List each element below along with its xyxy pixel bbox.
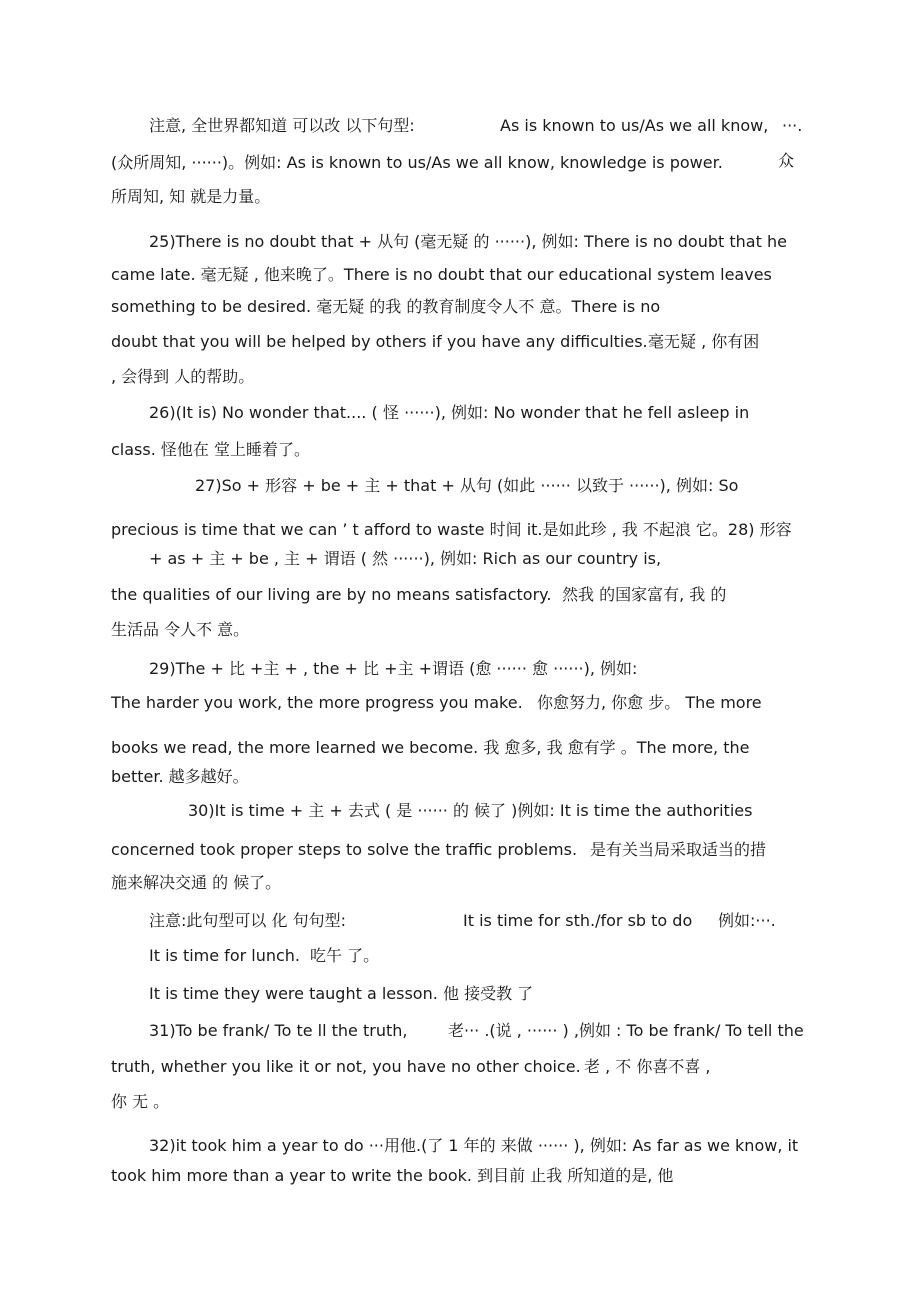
text-line: truth, whether you like it or not, you have no other choice.	[111, 1057, 581, 1076]
text-line: 是有关当局采取适当的措	[590, 840, 767, 859]
text-line: (众所周知, ······)。例如: As is known to us/As we all know, knowledge is power.	[111, 153, 723, 172]
text-line: + as + 主 + be , 主 + 谓语 ( 然 ······), 例如: Rich as our country is,	[149, 549, 662, 568]
text-line: 32)it took him a year to do ···用他.(了 1 年的 来做 ······ ), 例如: As far as we know, it	[149, 1136, 799, 1155]
text-line: class. 怪他在 堂上睡着了。	[111, 440, 310, 459]
text-line: 毫无疑 , 你有困	[648, 332, 760, 351]
text-line: better. 越多越好。	[111, 767, 249, 786]
text-line: 例如:···.	[718, 911, 776, 930]
text-line: books we read, the more learned we become. 我 愈多, 我 愈有学 。The more, the	[111, 738, 750, 757]
text-line: It is time for sth./for sb to do	[463, 911, 693, 930]
text-line: 你愈努力, 你愈 步。 The more	[537, 693, 762, 712]
text-line: It is time for lunch.	[149, 946, 301, 965]
text-line: 30)It is time + 主 + 去式 ( 是 ······ 的 候了 )例如: It is time the authorities	[188, 801, 753, 820]
text-line: 施来解决交通 的 候了。	[111, 873, 282, 892]
text-line: 怪 ······), 例如: No wonder that he fell asleep in	[383, 403, 750, 422]
text-line: ···.	[782, 116, 803, 135]
text-line: took him more than a year to write the book. 到目前 止我 所知道的是, 他	[111, 1166, 674, 1185]
text-line: 老··· .(说 , ······ ) ,例如 : To be frank/ To tell the	[448, 1021, 804, 1040]
text-line: 25)There is no doubt that + 从句 (毫无疑 的 ······), 例如: There is no doubt that he	[149, 232, 787, 251]
text-line: 注意:此句型可以 化 句句型:	[149, 911, 346, 930]
text-line: 26)(It is) No wonder that.... (	[149, 403, 378, 422]
text-line: 27)So + 形容 + be + 主 + that + 从句 (如此 ······ 以致于 ······), 例如: So	[195, 476, 739, 495]
text-line: concerned took proper steps to solve the traffic problems.	[111, 840, 578, 859]
text-line: 老 , 不 你喜不喜 ,	[584, 1057, 711, 1076]
text-line: doubt that you will be helped by others if you have any difficulties.	[111, 332, 648, 351]
text-line: 注意, 全世界都知道 可以改 以下句型:	[149, 116, 415, 135]
text-line: 所周知, 知 就是力量。	[111, 187, 271, 206]
text-line: something to be desired. 毫无疑 的我 的教育制度令人不 意。There is no	[111, 297, 661, 316]
text-line: It is time they were taught a lesson.	[149, 984, 438, 1003]
text-line: the qualities of our living are by no means satisfactory.	[111, 585, 552, 604]
text-line: 吃午 了。	[310, 946, 380, 965]
text-line: 29)The + 比 +主 + , the + 比 +主 +谓语 (愈 ······ 愈 ······), 例如:	[149, 659, 638, 678]
text-line: 众	[778, 151, 795, 170]
text-line: 生活品 令人不 意。	[111, 620, 250, 639]
text-line: 他 接受教 了	[443, 984, 534, 1003]
text-line: As is known to us/As we all know,	[500, 116, 769, 135]
text-line: The harder you work, the more progress you make.	[111, 693, 523, 712]
text-line: , 会得到 人的帮助。	[111, 367, 255, 386]
text-line: came late. 毫无疑 , 他来晚了。There is no doubt that our educational system leaves	[111, 265, 772, 284]
text-line: 然我 的国家富有, 我 的	[562, 585, 727, 604]
text-line: 你 无 。	[111, 1092, 170, 1111]
text-line: 31)To be frank/ To te ll the truth,	[149, 1021, 408, 1040]
text-line: precious is time that we can ’ t afford to waste 时间 it.是如此珍 , 我 不起浪 它。28) 形容	[111, 520, 792, 539]
